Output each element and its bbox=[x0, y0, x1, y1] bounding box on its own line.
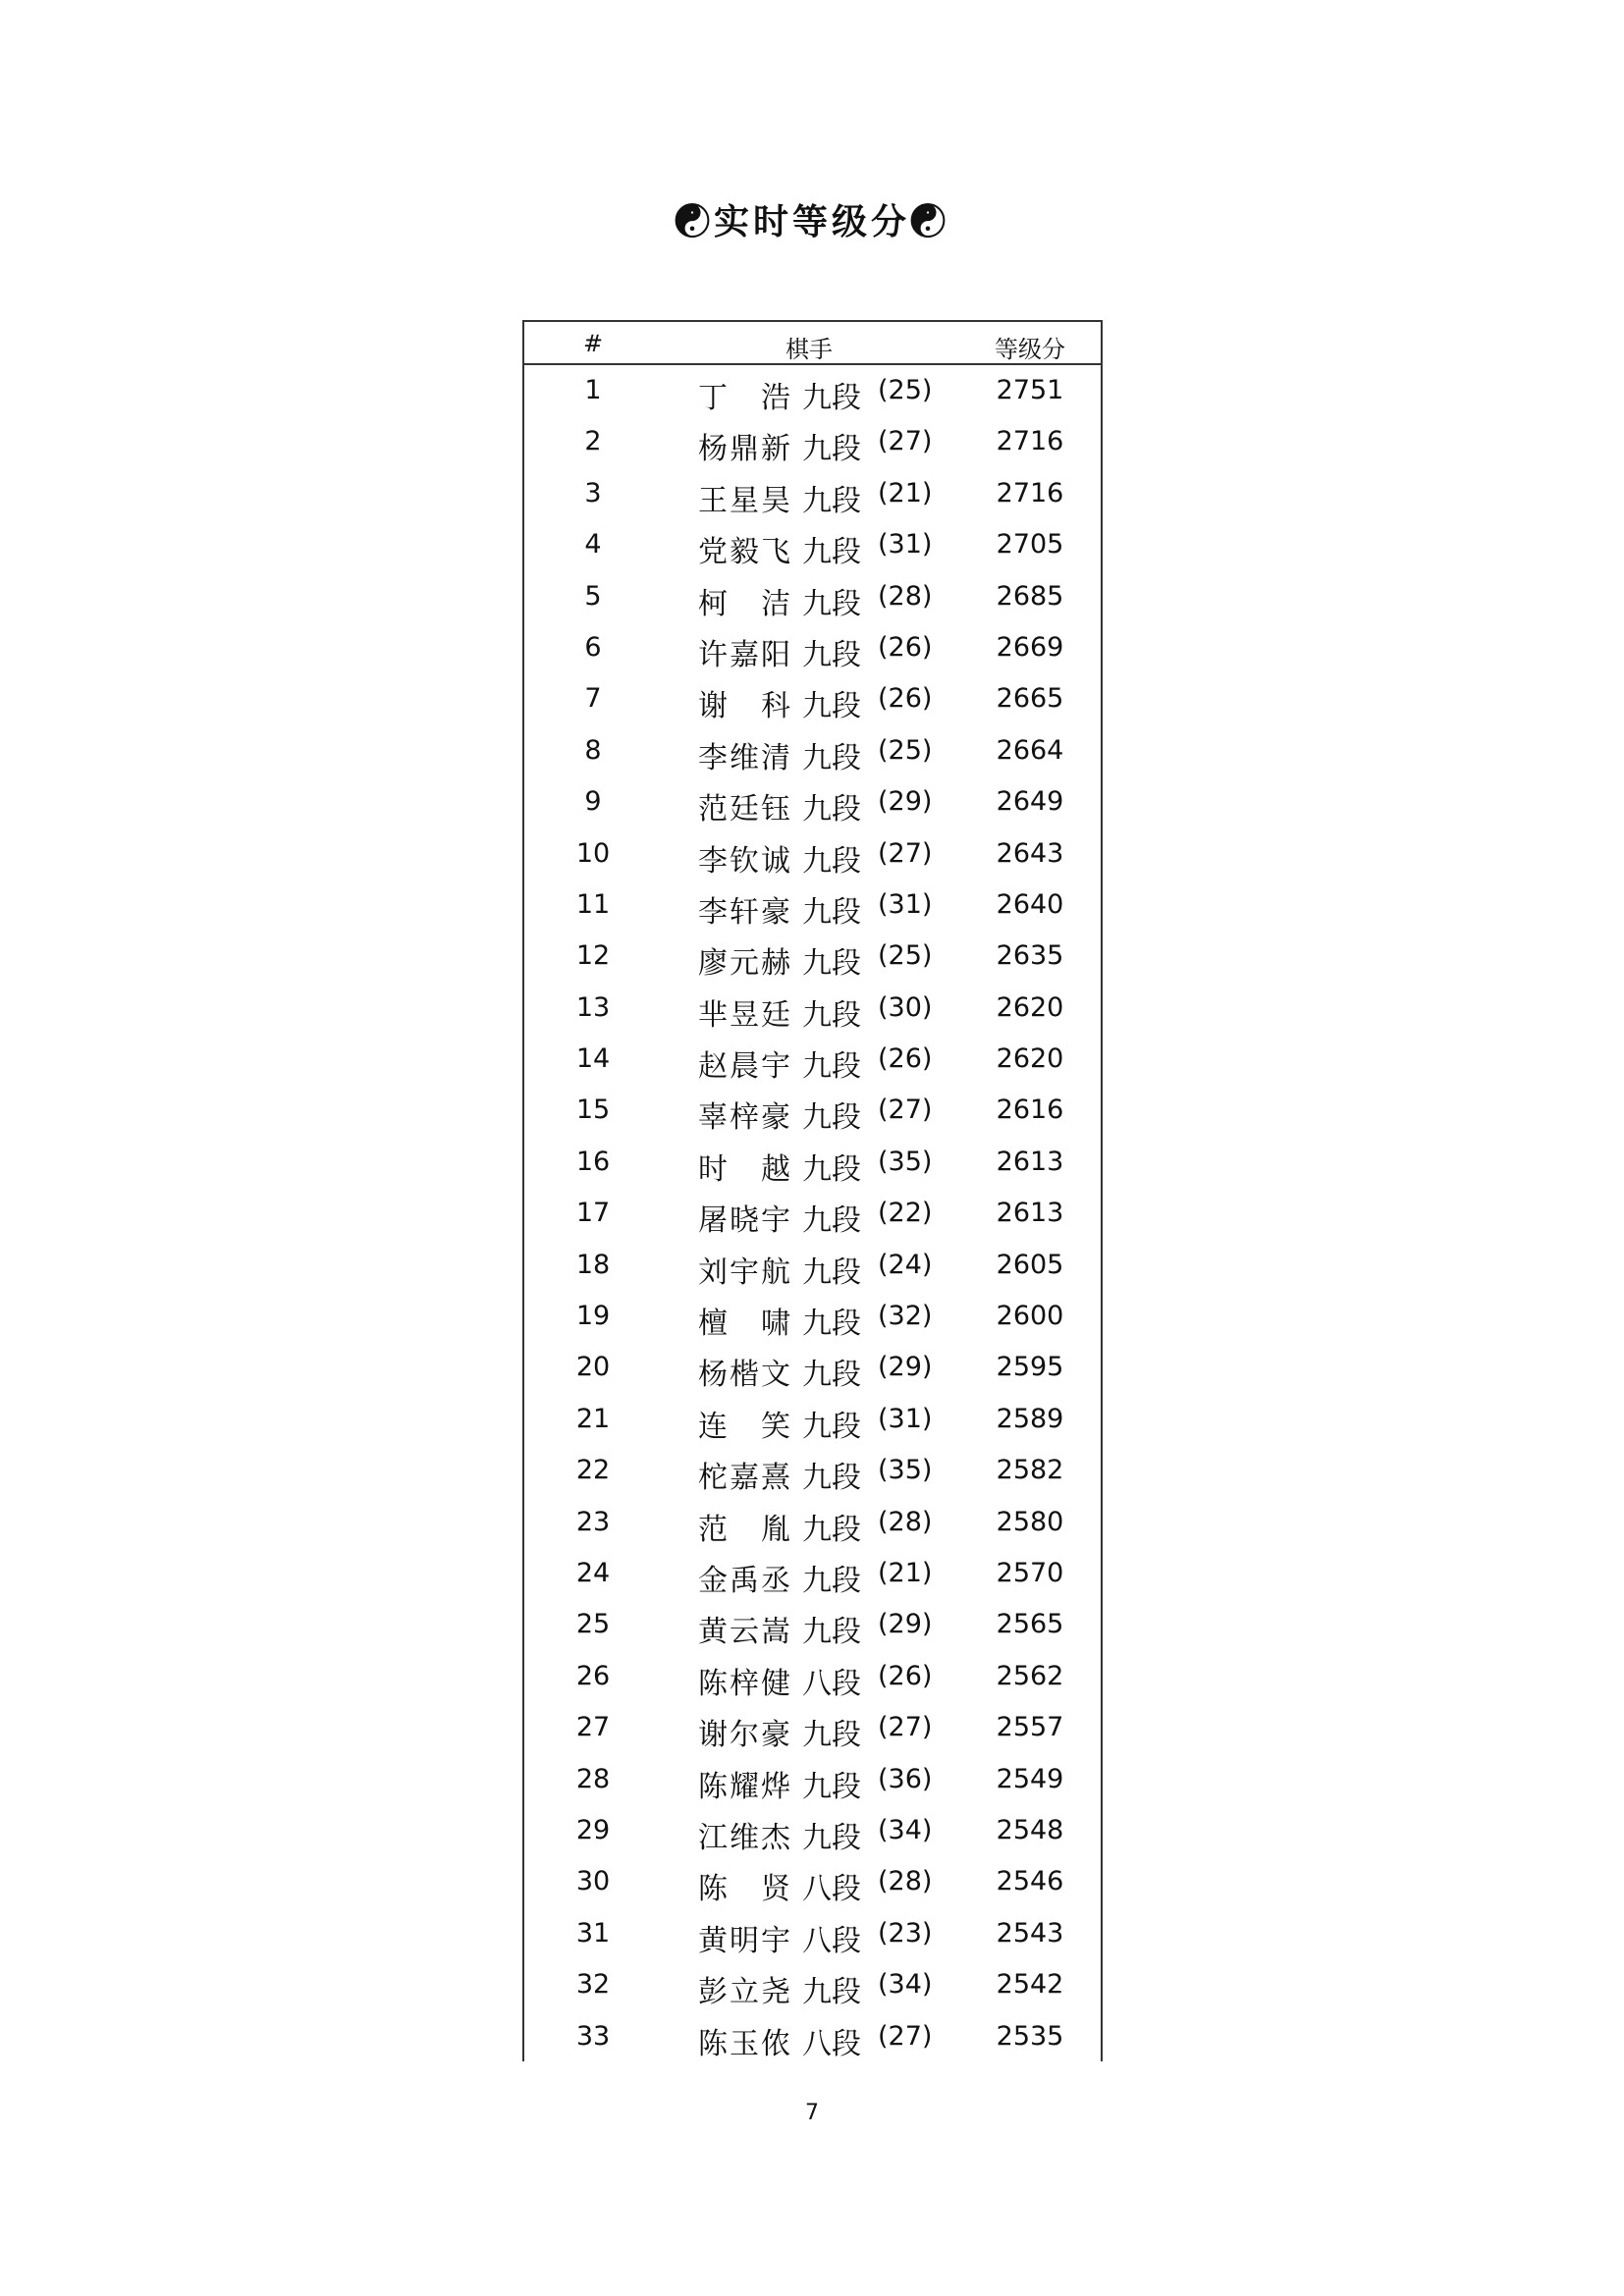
rank-cell: 19 bbox=[575, 1301, 611, 1332]
dan-grade: 九段 bbox=[802, 1769, 861, 1804]
player-name: 廖元赫 bbox=[698, 946, 790, 982]
player-age: (21) bbox=[878, 1557, 933, 1588]
player-name: 柁嘉熹 bbox=[698, 1461, 790, 1496]
player-age: (27) bbox=[878, 2020, 933, 2052]
rank-cell: 13 bbox=[575, 991, 611, 1023]
table-row bbox=[524, 416, 1101, 467]
table-row bbox=[524, 1651, 1101, 1702]
rank-cell: 29 bbox=[575, 1814, 611, 1845]
dan-grade: 八段 bbox=[802, 2026, 861, 2061]
rank-cell: 16 bbox=[575, 1146, 611, 1177]
rating-cell: 2535 bbox=[996, 2020, 1064, 2052]
player-name: 黄云嵩 bbox=[698, 1615, 790, 1650]
player-name: 党毅飞 bbox=[698, 535, 790, 570]
rank-cell: 2 bbox=[584, 426, 602, 457]
rating-cell: 2640 bbox=[996, 888, 1064, 920]
dan-grade: 九段 bbox=[802, 689, 861, 724]
dan-grade: 九段 bbox=[802, 1151, 861, 1187]
player-name: 金禹丞 bbox=[698, 1563, 790, 1598]
player-age: (35) bbox=[878, 1146, 933, 1177]
dan-grade: 九段 bbox=[802, 1409, 861, 1444]
player-name: 檀 啸 bbox=[698, 1307, 790, 1342]
header-player: 棋手 bbox=[785, 336, 833, 363]
player-name: 江维杰 bbox=[698, 1820, 790, 1855]
player-age: (21) bbox=[878, 477, 933, 508]
player-age: (25) bbox=[878, 375, 933, 405]
table-row bbox=[524, 1497, 1101, 1548]
rank-cell: 4 bbox=[584, 529, 602, 561]
rating-cell: 2605 bbox=[996, 1249, 1064, 1280]
rating-cell: 2620 bbox=[996, 1043, 1064, 1075]
player-name: 杨鼎新 bbox=[698, 432, 790, 467]
player-name: 赵晨宇 bbox=[698, 1049, 790, 1085]
table-row bbox=[524, 1445, 1101, 1496]
rank-cell: 3 bbox=[584, 477, 602, 508]
table-row bbox=[524, 1702, 1101, 1753]
table-body bbox=[524, 365, 1101, 2062]
dan-grade: 八段 bbox=[802, 1923, 861, 1958]
player-name: 陈 贤 bbox=[698, 1872, 790, 1907]
rank-cell: 17 bbox=[575, 1198, 611, 1229]
dan-grade: 九段 bbox=[802, 1718, 861, 1753]
player-age: (29) bbox=[878, 1609, 933, 1640]
rank-cell: 31 bbox=[575, 1917, 611, 1949]
table-row bbox=[524, 2011, 1101, 2062]
player-age: (30) bbox=[878, 991, 933, 1023]
page-number: 7 bbox=[805, 2101, 819, 2125]
player-age: (26) bbox=[878, 1660, 933, 1691]
player-name: 屠晓宇 bbox=[698, 1203, 790, 1239]
rating-cell: 2635 bbox=[996, 940, 1064, 972]
player-age: (31) bbox=[878, 529, 933, 561]
table-row bbox=[524, 1137, 1101, 1188]
player-age: (23) bbox=[878, 1917, 933, 1949]
rating-cell: 2546 bbox=[996, 1866, 1064, 1897]
rating-cell: 2548 bbox=[996, 1814, 1064, 1845]
rank-cell: 26 bbox=[575, 1660, 611, 1691]
dan-grade: 九段 bbox=[802, 535, 861, 570]
table-row bbox=[524, 776, 1101, 828]
dan-grade: 九段 bbox=[802, 1049, 861, 1085]
rank-cell: 5 bbox=[584, 580, 602, 612]
player-name: 丁 浩 bbox=[698, 381, 790, 415]
player-name: 范 胤 bbox=[698, 1512, 790, 1547]
rating-cell: 2580 bbox=[996, 1506, 1064, 1537]
rating-cell: 2643 bbox=[996, 837, 1064, 869]
player-name: 王星昊 bbox=[698, 483, 790, 518]
table-row bbox=[524, 725, 1101, 776]
rating-cell: 2716 bbox=[996, 477, 1064, 508]
rating-cell: 2665 bbox=[996, 683, 1064, 715]
page-title: ☯实时等级分☯ bbox=[674, 201, 949, 242]
dan-grade: 九段 bbox=[802, 894, 861, 930]
player-name: 彭立尧 bbox=[698, 1975, 790, 2010]
header-rank: # bbox=[582, 330, 604, 357]
rating-cell: 2562 bbox=[996, 1660, 1064, 1691]
table-row bbox=[524, 983, 1101, 1034]
table-row bbox=[524, 931, 1101, 982]
player-age: (31) bbox=[878, 888, 933, 920]
rank-cell: 21 bbox=[575, 1403, 611, 1434]
rating-cell: 2589 bbox=[996, 1403, 1064, 1434]
rating-cell: 2613 bbox=[996, 1146, 1064, 1177]
rating-cell: 2685 bbox=[996, 580, 1064, 612]
rating-cell: 2716 bbox=[996, 426, 1064, 457]
table-row bbox=[524, 1034, 1101, 1085]
rating-cell: 2543 bbox=[996, 1917, 1064, 1949]
rating-cell: 2549 bbox=[996, 1763, 1064, 1794]
table-row bbox=[524, 1908, 1101, 1959]
table-row bbox=[524, 880, 1101, 931]
table-row bbox=[524, 622, 1101, 673]
table-row bbox=[524, 365, 1101, 416]
player-age: (34) bbox=[878, 1969, 933, 2001]
rank-cell: 32 bbox=[575, 1969, 611, 2001]
rank-cell: 30 bbox=[575, 1866, 611, 1897]
rating-cell: 2542 bbox=[996, 1969, 1064, 2001]
player-age: (36) bbox=[878, 1763, 933, 1794]
table-row bbox=[524, 519, 1101, 570]
dan-grade: 八段 bbox=[802, 1872, 861, 1907]
dan-grade: 九段 bbox=[802, 1512, 861, 1547]
rank-cell: 9 bbox=[584, 786, 602, 818]
dan-grade: 九段 bbox=[802, 432, 861, 467]
rating-cell: 2664 bbox=[996, 734, 1064, 766]
rank-cell: 33 bbox=[575, 2020, 611, 2052]
rating-cell: 2705 bbox=[996, 529, 1064, 561]
rating-cell: 2613 bbox=[996, 1198, 1064, 1229]
table-row bbox=[524, 1394, 1101, 1445]
table-header bbox=[524, 322, 1101, 365]
player-age: (24) bbox=[878, 1249, 933, 1280]
rating-cell: 2620 bbox=[996, 991, 1064, 1023]
player-name: 陈梓健 bbox=[698, 1666, 790, 1701]
rating-cell: 2669 bbox=[996, 631, 1064, 663]
rank-cell: 22 bbox=[575, 1455, 611, 1486]
dan-grade: 九段 bbox=[802, 381, 861, 415]
dan-grade: 九段 bbox=[802, 997, 861, 1033]
player-age: (31) bbox=[878, 1403, 933, 1434]
dan-grade: 九段 bbox=[802, 946, 861, 982]
rating-cell: 2570 bbox=[996, 1557, 1064, 1588]
dan-grade: 九段 bbox=[802, 1615, 861, 1650]
rank-cell: 24 bbox=[575, 1557, 611, 1588]
player-age: (27) bbox=[878, 837, 933, 869]
table-row bbox=[524, 1240, 1101, 1291]
player-age: (27) bbox=[878, 426, 933, 457]
table-row bbox=[524, 1856, 1101, 1907]
table-row bbox=[524, 673, 1101, 724]
dan-grade: 九段 bbox=[802, 740, 861, 775]
table-row bbox=[524, 828, 1101, 880]
table-row bbox=[524, 468, 1101, 519]
player-name: 杨楷文 bbox=[698, 1358, 790, 1393]
player-age: (25) bbox=[878, 940, 933, 972]
player-name: 刘宇航 bbox=[698, 1255, 790, 1290]
rank-cell: 7 bbox=[584, 683, 602, 715]
player-age: (29) bbox=[878, 1352, 933, 1383]
player-age: (27) bbox=[878, 1095, 933, 1126]
player-name: 陈耀烨 bbox=[698, 1769, 790, 1804]
dan-grade: 九段 bbox=[802, 1307, 861, 1342]
player-age: (32) bbox=[878, 1301, 933, 1332]
dan-grade: 九段 bbox=[802, 1563, 861, 1598]
rank-cell: 15 bbox=[575, 1095, 611, 1126]
table-row bbox=[524, 1754, 1101, 1805]
dan-grade: 九段 bbox=[802, 1820, 861, 1855]
player-age: (25) bbox=[878, 734, 933, 766]
rank-cell: 11 bbox=[575, 888, 611, 920]
rating-cell: 2557 bbox=[996, 1712, 1064, 1743]
dan-grade: 九段 bbox=[802, 483, 861, 518]
dan-grade: 九段 bbox=[802, 792, 861, 828]
rank-cell: 8 bbox=[584, 734, 602, 766]
player-age: (35) bbox=[878, 1455, 933, 1486]
rank-cell: 10 bbox=[575, 837, 611, 869]
player-name: 柯 洁 bbox=[698, 586, 790, 621]
rank-cell: 14 bbox=[575, 1043, 611, 1075]
table-row bbox=[524, 1805, 1101, 1856]
rating-cell: 2649 bbox=[996, 786, 1064, 818]
player-age: (28) bbox=[878, 580, 933, 612]
player-age: (27) bbox=[878, 1712, 933, 1743]
player-name: 时 越 bbox=[698, 1151, 790, 1187]
player-name: 李维清 bbox=[698, 740, 790, 775]
dan-grade: 九段 bbox=[802, 1255, 861, 1290]
player-name: 陈玉侬 bbox=[698, 2026, 790, 2061]
player-age: (28) bbox=[878, 1506, 933, 1537]
rank-cell: 25 bbox=[575, 1609, 611, 1640]
rank-cell: 28 bbox=[575, 1763, 611, 1794]
player-age: (34) bbox=[878, 1814, 933, 1845]
table-row bbox=[524, 1342, 1101, 1393]
dan-grade: 九段 bbox=[802, 1975, 861, 2010]
table-row bbox=[524, 1599, 1101, 1650]
rank-cell: 23 bbox=[575, 1506, 611, 1537]
player-name: 李钦诚 bbox=[698, 843, 790, 879]
dan-grade: 八段 bbox=[802, 1666, 861, 1701]
player-name: 李轩豪 bbox=[698, 894, 790, 930]
rank-cell: 20 bbox=[575, 1352, 611, 1383]
dan-grade: 九段 bbox=[802, 1461, 861, 1496]
player-name: 芈昱廷 bbox=[698, 997, 790, 1033]
rating-table bbox=[522, 320, 1103, 2061]
player-age: (26) bbox=[878, 1043, 933, 1075]
player-name: 许嘉阳 bbox=[698, 637, 790, 672]
player-name: 谢 科 bbox=[698, 689, 790, 724]
rating-cell: 2616 bbox=[996, 1095, 1064, 1126]
dan-grade: 九段 bbox=[802, 843, 861, 879]
player-name: 黄明宇 bbox=[698, 1923, 790, 1958]
player-age: (28) bbox=[878, 1866, 933, 1897]
rank-cell: 12 bbox=[575, 940, 611, 972]
table-row bbox=[524, 1959, 1101, 2010]
rank-cell: 1 bbox=[584, 375, 602, 405]
rating-cell: 2600 bbox=[996, 1301, 1064, 1332]
dan-grade: 九段 bbox=[802, 637, 861, 672]
table-row bbox=[524, 1188, 1101, 1239]
rating-cell: 2582 bbox=[996, 1455, 1064, 1486]
rank-cell: 27 bbox=[575, 1712, 611, 1743]
player-name: 范廷钰 bbox=[698, 792, 790, 828]
header-rating: 等级分 bbox=[995, 336, 1065, 363]
table-row bbox=[524, 1291, 1101, 1342]
player-age: (29) bbox=[878, 786, 933, 818]
dan-grade: 九段 bbox=[802, 1203, 861, 1239]
rating-cell: 2595 bbox=[996, 1352, 1064, 1383]
player-age: (26) bbox=[878, 631, 933, 663]
player-age: (26) bbox=[878, 683, 933, 715]
player-name: 谢尔豪 bbox=[698, 1718, 790, 1753]
rank-cell: 6 bbox=[584, 631, 602, 663]
table-row bbox=[524, 1548, 1101, 1599]
rating-cell: 2565 bbox=[996, 1609, 1064, 1640]
dan-grade: 九段 bbox=[802, 1100, 861, 1136]
player-name: 辜梓豪 bbox=[698, 1100, 790, 1136]
rank-cell: 18 bbox=[575, 1249, 611, 1280]
dan-grade: 九段 bbox=[802, 586, 861, 621]
dan-grade: 九段 bbox=[802, 1358, 861, 1393]
rating-cell: 2751 bbox=[996, 375, 1064, 405]
player-age: (22) bbox=[878, 1198, 933, 1229]
table-row bbox=[524, 1085, 1101, 1136]
player-name: 连 笑 bbox=[698, 1409, 790, 1444]
table-row bbox=[524, 571, 1101, 622]
